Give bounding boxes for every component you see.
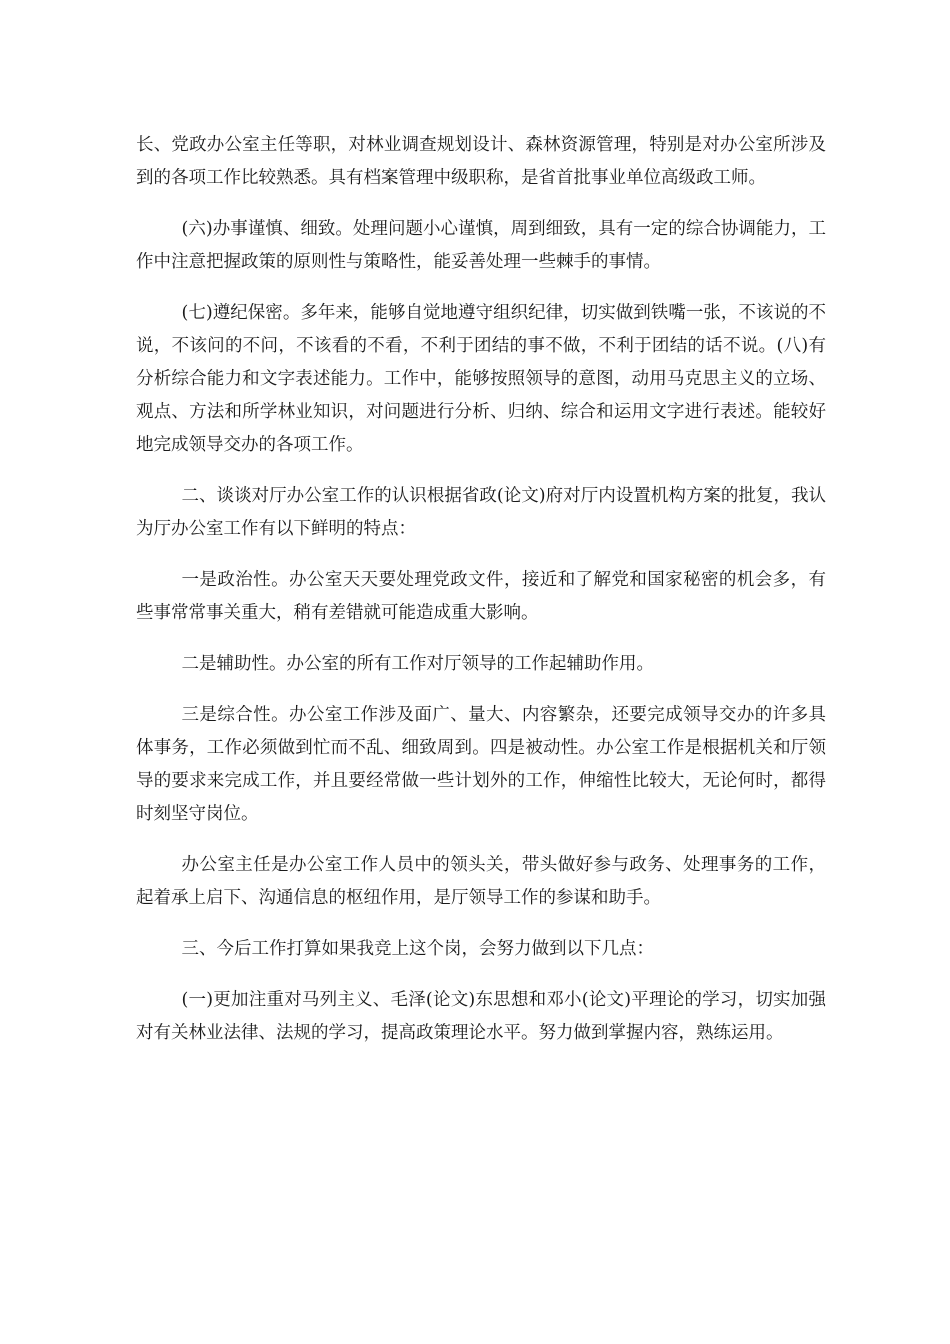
paragraph-item-7: (七)遵纪保密。多年来，能够自觉地遵守组织纪律，切实做到铁嘴一张，不该说的不说，不该问的不问，不该看的不看，不利于团结的事不做，不利于团结的话不说。(八)有分析综合能力和文字表述能力。工作中，能够按照领导的意图，动用马克思主义的立场、观点、方法和所学林业知识，对问题进行分析、归纳、综合和运用文字进行表述。能较好地完成领导交办的各项工作。 xyxy=(136,303,826,455)
paragraph-section-2: 二、谈谈对厅办公室工作的认识根据省政(论文)府对厅内设置机构方案的批复，我认为厅办公室工作有以下鲜明的特点： xyxy=(136,486,826,539)
paragraph-plan-item-1: (一)更加注重对马列主义、毛泽(论文)东思想和邓小(论文)平理论的学习，切实加强对有关林业法律、法规的学习，提高政策理论水平。努力做到掌握内容，熟练运用。 xyxy=(136,990,826,1043)
paragraph-auxiliary: 二是辅助性。办公室的所有工作对厅领导的工作起辅助作用。 xyxy=(181,654,654,674)
paragraph-political: 一是政治性。办公室天天要处理党政文件，接近和了解党和国家秘密的机会多，有些事常常事关重大，稍有差错就可能造成重大影响。 xyxy=(136,570,826,623)
paragraph-item-6: (六)办事谨慎、细致。处理问题小心谨慎，周到细致，具有一定的综合协调能力，工作中注意把握政策的原则性与策略性，能妥善处理一些棘手的事情。 xyxy=(136,219,826,272)
paragraph-comprehensive: 三是综合性。办公室工作涉及面广、量大、内容繁杂，还要完成领导交办的许多具体事务，工作必须做到忙而不乱、细致周到。四是被动性。办公室工作是根据机关和厅领导的要求来完成工作，并且要经常做一些计划外的工作，伸缩性比较大，无论何时，都得时刻坚守岗位。 xyxy=(136,705,826,824)
paragraph-director-role: 办公室主任是办公室工作人员中的领头关，带头做好参与政务、处理事务的工作，起着承上启下、沟通信息的枢纽作用，是厅领导工作的参谋和助手。 xyxy=(136,855,826,908)
document-body xyxy=(136,129,826,1068)
paragraph-section-3: 三、今后工作打算如果我竞上这个岗，会努力做到以下几点： xyxy=(181,939,654,959)
paragraph-continuation: 长、党政办公室主任等职，对林业调查规划设计、森林资源管理，特别是对办公室所涉及到的各项工作比较熟悉。具有档案管理中级职称，是省首批事业单位高级政工师。 xyxy=(136,135,826,188)
